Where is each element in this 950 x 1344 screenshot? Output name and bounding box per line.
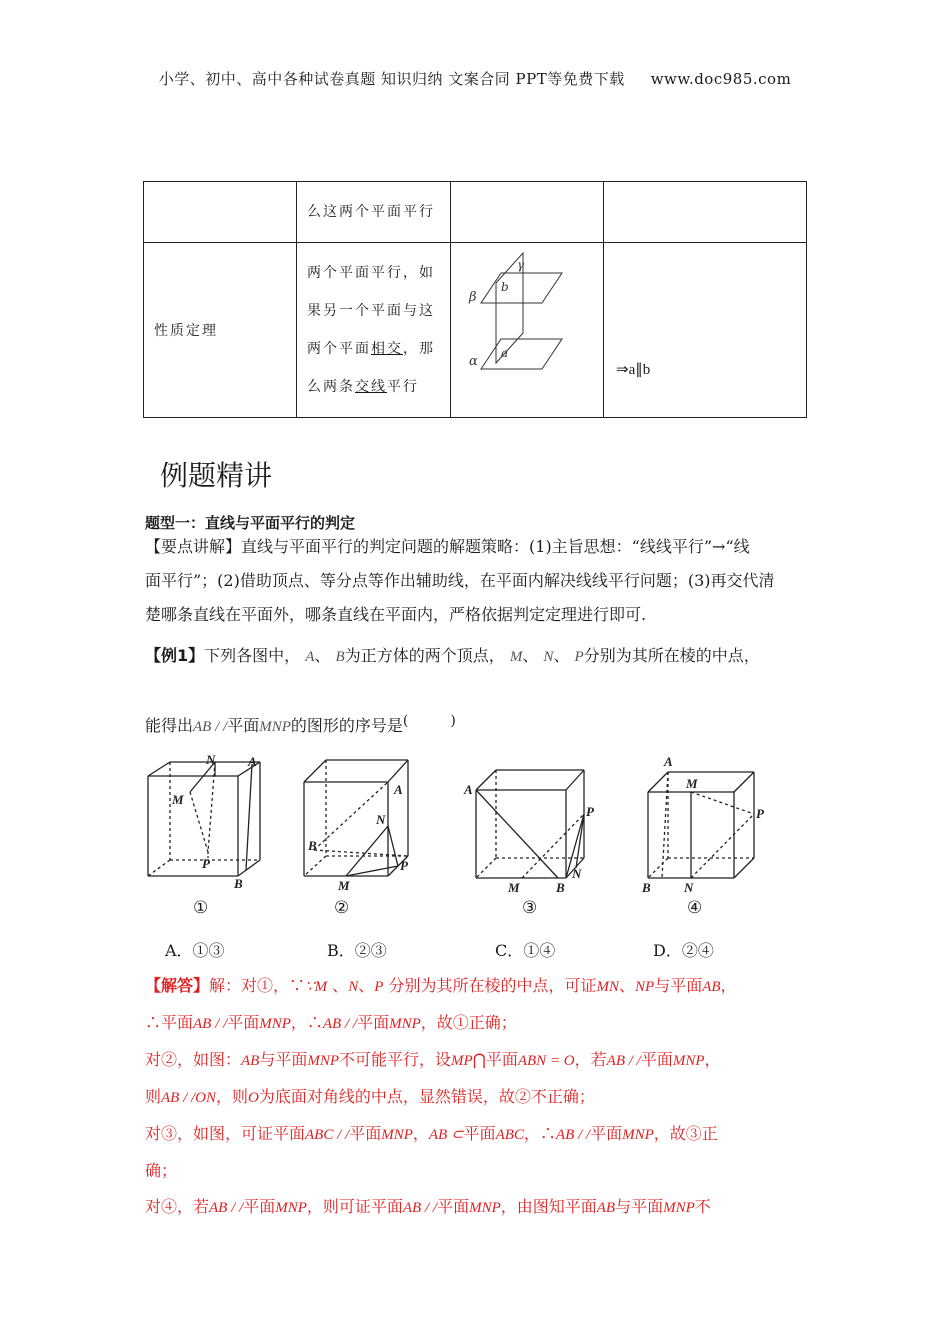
label-a: a — [501, 346, 509, 360]
answer-text: 不 — [694, 1197, 711, 1216]
answer-math: AB / /ON — [161, 1090, 217, 1106]
label-P: P — [586, 804, 594, 819]
cube-1-svg — [140, 752, 270, 892]
figure-label-2: ② — [334, 898, 350, 918]
answer-text: 确； — [145, 1161, 178, 1180]
label-B: B — [234, 876, 243, 891]
answer-math: AB / / — [606, 1053, 641, 1069]
answer-math: MNP — [275, 1200, 307, 1216]
answer-text: ，故①正确； — [420, 1013, 517, 1032]
question-math: MNP — [259, 719, 291, 735]
label-M: M — [508, 880, 520, 895]
label-P: P — [756, 806, 764, 821]
question-text: 平面 — [227, 716, 260, 735]
table-row — [144, 243, 807, 418]
key-points-text: 直线与平面平行的判定问题的解题策略：(1)主旨思想：“线线平行”→“线 — [241, 537, 750, 556]
answer-block — [145, 968, 815, 1226]
plane-beta — [481, 273, 562, 303]
desc-text: 么两条 — [307, 379, 355, 395]
key-points-line: 楚哪条直线在平面外，哪条直线在平面内，严格依据判定定理进行即可. — [145, 605, 647, 624]
answer-text: ， — [704, 1050, 721, 1069]
answer-math: O — [248, 1090, 259, 1106]
answer-text: 对③，如图，可证平面 — [145, 1124, 306, 1143]
answer-text: 平面 — [463, 1124, 496, 1143]
figure-label-1: ① — [193, 898, 209, 918]
example-question — [145, 704, 815, 744]
cube-figure-1 — [140, 752, 270, 896]
label-N: N — [684, 880, 694, 895]
var-M: M — [509, 649, 523, 665]
sep: 、 — [619, 976, 636, 995]
var-P: P — [574, 649, 584, 665]
answer-text: 平面 — [590, 1124, 623, 1143]
key-points-tag: 【要点讲解】 — [145, 537, 242, 556]
answer-math: MNP — [672, 1053, 705, 1069]
answer-text: ，若 — [574, 1050, 607, 1069]
option-b[interactable]: B．②③ — [327, 941, 387, 960]
label-M: M — [338, 878, 350, 893]
answer-math: P — [374, 979, 384, 995]
table-cell-figure — [451, 243, 604, 418]
answer-math: AB / / — [555, 1127, 591, 1143]
header-text: 小学、初中、高中各种试卷真题 知识归纳 文案合同 PPT等免费下载 — [158, 70, 625, 88]
answer-math: AB / / — [402, 1200, 438, 1216]
answer-line — [145, 968, 815, 1005]
answer-line — [145, 1042, 815, 1079]
var-B: B — [335, 649, 345, 665]
example-text: 下列各图中， — [204, 646, 301, 665]
table-cell — [144, 182, 297, 243]
answer-text: 平面 — [485, 1050, 518, 1069]
answer-math: AB / / — [322, 1016, 358, 1032]
label-A: A — [664, 754, 673, 769]
answer-math: MNP — [389, 1016, 421, 1032]
answer-text: ， — [412, 1124, 429, 1143]
cap-symbol: ⋂ — [472, 1050, 486, 1069]
answer-text: 与平面 — [654, 976, 703, 995]
page-header — [0, 68, 950, 89]
label-B: B — [308, 838, 317, 853]
desc-text: 平行 — [387, 379, 419, 395]
desc-text: ，那 — [403, 341, 435, 357]
key-points-line: 面平行”；(2)借助顶点、等分点等作出辅助线，在平面内解决线线平行问题；(3)再交代清 — [145, 571, 775, 590]
cube-4-svg — [636, 752, 776, 895]
label-beta: β — [469, 290, 477, 305]
answer-tag: 【解答】 — [145, 976, 210, 995]
desc-text: 两个平面 — [307, 341, 371, 357]
table-cell-symbol — [604, 243, 807, 418]
row2-label: 性质定理 — [154, 323, 218, 339]
sep: 、 — [553, 646, 570, 665]
answer-text: 平面 — [357, 1013, 390, 1032]
answer-line — [145, 1079, 815, 1116]
answer-math: MP — [451, 1053, 473, 1069]
option-c[interactable]: C．①④ — [495, 941, 556, 960]
key-points — [145, 530, 815, 632]
answer-text: ，由图知平面 — [500, 1197, 597, 1216]
example-text: 为正方体的两个顶点， — [344, 646, 505, 665]
desc-line: 两个平面平行，如 — [307, 265, 435, 281]
option-a[interactable]: A．①③ — [165, 941, 225, 960]
table-row — [144, 182, 807, 243]
answer-text: 平面 — [640, 1050, 673, 1069]
question-text: 能得出 — [145, 716, 194, 735]
answer-math: AB — [241, 1053, 260, 1069]
answer-math: ABN = O — [517, 1053, 575, 1069]
answer-paren-close: ) — [450, 713, 456, 729]
table-cell-desc — [297, 243, 451, 418]
question-math: AB / / — [193, 719, 228, 735]
label-alpha: α — [469, 354, 478, 369]
answer-math: N — [348, 979, 359, 995]
answer-paren-open: ( — [402, 713, 409, 729]
desc-line: 果另一个平面与这 — [307, 303, 435, 319]
label-P: P — [400, 858, 408, 873]
header-site-link[interactable]: www.doc985.com — [650, 70, 792, 88]
implication-symbol: ⇒a∥b — [616, 362, 651, 378]
cube-figure-2 — [296, 752, 426, 896]
answer-math: AB / / — [193, 1016, 228, 1032]
label-M: M — [686, 776, 698, 791]
label-B: B — [556, 880, 565, 895]
sep: 、 — [522, 646, 539, 665]
sep: 、 — [314, 646, 331, 665]
row1-desc: 么这两个平面平行 — [307, 204, 435, 220]
answer-math: MNP — [622, 1127, 654, 1143]
label-P: P — [202, 856, 210, 871]
answer-text: 平面 — [243, 1197, 276, 1216]
table-cell-desc — [297, 182, 451, 243]
example-text: 分别为其所在棱的中点， — [583, 646, 760, 665]
answer-math: ABC — [495, 1127, 524, 1143]
answer-line — [145, 1005, 815, 1042]
answer-math: AB / / — [209, 1200, 244, 1216]
parallel-planes-figure — [451, 243, 603, 413]
example-tag: 【例1】 — [145, 646, 205, 665]
answer-text: 与平面 — [259, 1050, 308, 1069]
theorem-table — [143, 181, 807, 418]
label-gamma: γ — [517, 258, 525, 272]
plane-alpha — [481, 339, 562, 369]
desc-line — [307, 368, 450, 406]
answer-line — [145, 1189, 815, 1226]
figure-label-4: ④ — [687, 898, 703, 918]
answer-text: 不可能平行，设 — [339, 1050, 452, 1069]
cube-figure-4 — [636, 752, 776, 896]
desc-line — [307, 330, 450, 368]
answer-text: 与平面 — [615, 1197, 664, 1216]
answer-text: 则 — [145, 1087, 162, 1106]
answer-math: NP — [635, 979, 655, 995]
answer-math: ABC / / — [305, 1127, 350, 1143]
label-N: N — [376, 812, 386, 827]
type-title-text: 题型一：直线与平面平行的判定 — [145, 514, 356, 532]
table-cell — [451, 182, 604, 243]
question-text: 的图形的序号是 — [290, 716, 403, 735]
example-line1 — [145, 639, 815, 674]
answer-math: AB ⊂ — [428, 1127, 464, 1143]
label-b: b — [501, 280, 509, 294]
answer-math: MNP — [469, 1200, 501, 1216]
table-cell-label — [144, 243, 297, 418]
label-A: A — [464, 782, 473, 797]
answer-text: 为底面对角线的中点，显然错误，故②不正确； — [258, 1087, 595, 1106]
answer-math: MNP — [663, 1200, 695, 1216]
answer-math: MN — [596, 979, 619, 995]
desc-underlined: 交线 — [355, 379, 387, 395]
var-A: A — [305, 649, 315, 665]
section-title: 例题精讲 — [160, 459, 273, 492]
answer-text: 对④，若 — [145, 1197, 210, 1216]
answer-text: 平面 — [227, 1013, 260, 1032]
cube-figure-3 — [462, 752, 602, 896]
answer-text: ，则 — [216, 1087, 249, 1106]
answer-text: ∴平面 — [145, 1013, 194, 1032]
var-N: N — [543, 649, 554, 665]
answer-text: 平面 — [349, 1124, 382, 1143]
cube-3-svg — [462, 752, 602, 895]
label-N: N — [206, 752, 216, 767]
label-A: A — [394, 782, 403, 797]
label-A: A — [248, 754, 257, 769]
table-cell — [604, 182, 807, 243]
answer-text: 平面 — [437, 1197, 470, 1216]
answer-line — [145, 1116, 815, 1153]
desc-underlined: 相交 — [371, 341, 403, 357]
label-M: M — [172, 792, 184, 807]
answer-text: 分别为其所在棱的中点，可证 — [388, 976, 597, 995]
answer-text: ，则可证平面 — [306, 1197, 403, 1216]
key-points-line — [145, 530, 815, 564]
answer-math: AB — [702, 979, 721, 995]
answer-text: ， — [720, 976, 737, 995]
answer-math: MNP — [381, 1127, 413, 1143]
sep: 、 — [358, 976, 375, 995]
answer-text: 对②，如图： — [145, 1050, 242, 1069]
sep: 、 — [332, 976, 349, 995]
answer-math: MNP — [307, 1053, 340, 1069]
answer-math: ∵M — [305, 979, 328, 995]
answer-text: ，故③正 — [653, 1124, 718, 1143]
answer-text: 解：对①，∵ — [209, 976, 306, 995]
cube-2-svg — [296, 752, 426, 892]
answer-line — [145, 1153, 815, 1189]
label-N: N — [572, 866, 582, 881]
answer-text: ，∴ — [523, 1124, 556, 1143]
option-d[interactable]: D．②④ — [653, 941, 714, 960]
answer-text: ，∴ — [290, 1013, 323, 1032]
figure-label-3: ③ — [522, 898, 538, 918]
label-B: B — [642, 880, 651, 895]
answer-math: MNP — [259, 1016, 291, 1032]
answer-math: AB — [596, 1200, 616, 1216]
